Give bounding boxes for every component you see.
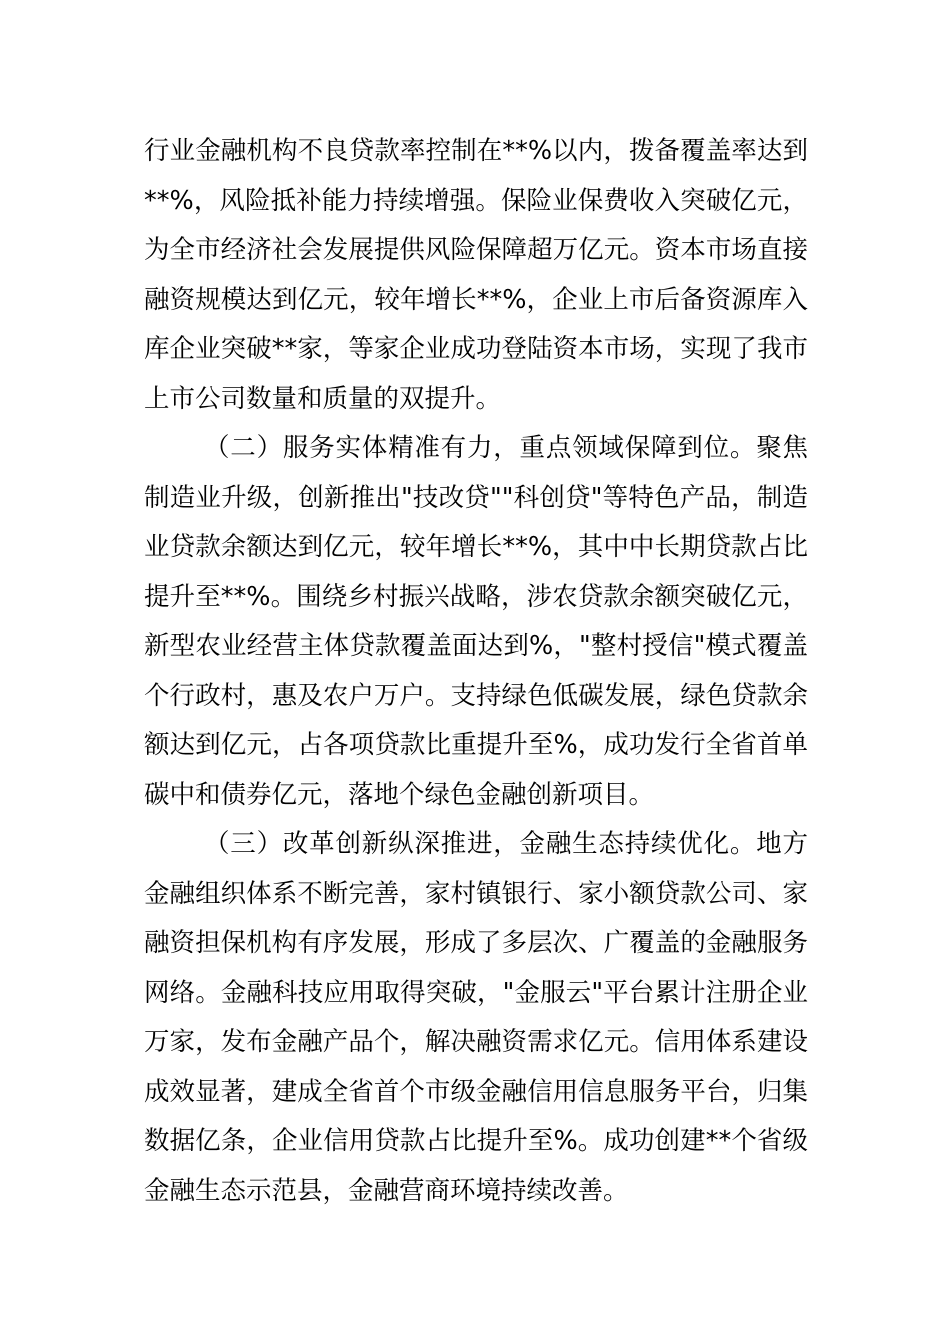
paragraph-section-3: （三）改革创新纵深推进，金融生态持续优化。地方金融组织体系不断完善，家村镇银行、家小额贷款公司、家融资担保机构有序发展，形成了多层次、广覆盖的金融服务网络。金融科技应用取得突破，"金服云"平台累计注册企业万家，发布金融产品个，解决融资需求亿元。信用体系建设成效显著，建成全省首个市级金融信用信息服务平台，归集数据亿条，企业信用贷款占比提升至%。成功创建**个省级金融生态示范县，金融营商环境持续改善。 (144, 829, 808, 1206)
paragraph-section-2: （二）服务实体精准有力，重点领域保障到位。聚焦制造业升级，创新推出"技改贷""科创贷"等特色产品，制造业贷款余额达到亿元，较年增长**%，其中中长期贷款占比提升至**%。围绕乡村振兴战略，涉农贷款余额突破亿元，新型农业经营主体贷款覆盖面达到%，"整村授信"模式覆盖个行政村，惠及农户万户。支持绿色低碳发展，绿色贷款余额达到亿元，占各项贷款比重提升至%，成功发行全省首单碳中和债券亿元，落地个绿色金融创新项目。 (144, 433, 808, 810)
paragraph-continuation: 行业金融机构不良贷款率控制在**%以内，拨备覆盖率达到**%，风险抵补能力持续增强。保险业保费收入突破亿元，为全市经济社会发展提供风险保障超万亿元。资本市场直接融资规模达到亿元，较年增长**%，企业上市后备资源库入库企业突破**家，等家企业成功登陆资本市场，实现了我市上市公司数量和质量的双提升。 (144, 136, 808, 414)
document-body (144, 127, 808, 1216)
